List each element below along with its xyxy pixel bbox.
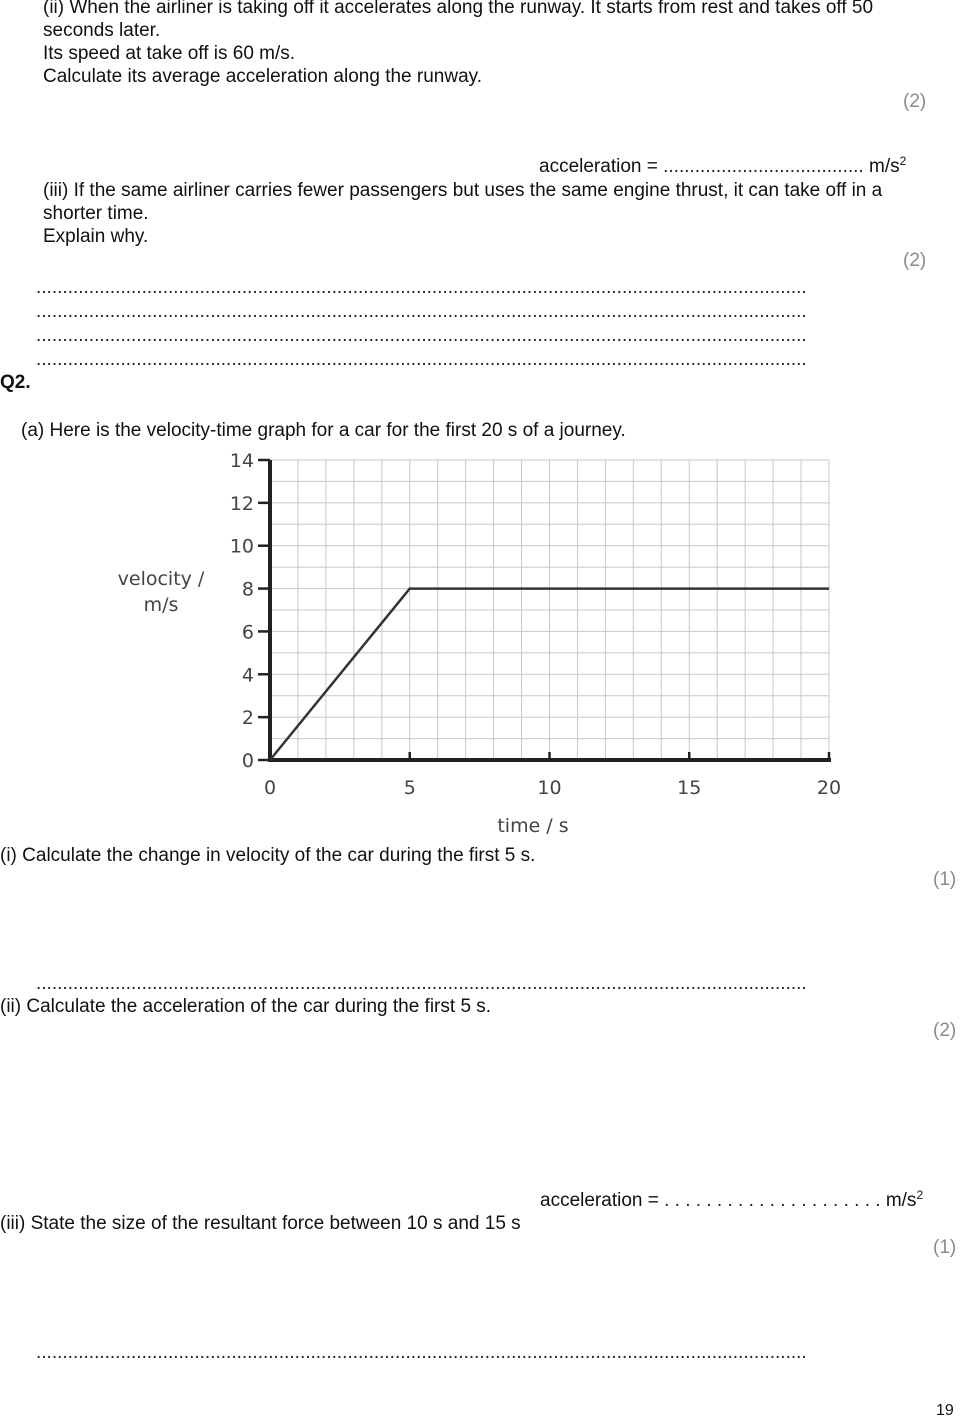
prev-ii-line3: Its speed at take off is 60 m/s.: [43, 43, 296, 64]
y-tick-label: 4: [241, 664, 254, 687]
q2-iii-marks: (1): [933, 1237, 957, 1258]
y-tick-label: 0: [241, 750, 254, 772]
answer-line-4[interactable]: ..................................................................................................................................................: [36, 349, 807, 370]
prev-iii-marks: (2): [903, 250, 927, 271]
y-tick-label: 14: [229, 450, 254, 472]
prev-iii-line1: (iii) If the same airliner carries fewer passengers but uses the same engine thrust, it can take off in a: [43, 180, 883, 201]
prev-iii-line3: Explain why.: [43, 226, 149, 247]
answer-unit: m/s: [880, 1190, 917, 1211]
answer-line-1[interactable]: ..................................................................................................................................................: [36, 277, 807, 298]
x-tick-label: 5: [403, 777, 416, 799]
page-number: 19: [936, 1402, 954, 1419]
answer-label: acceleration =: [540, 1190, 665, 1211]
y-axis-label-line2: m/s: [143, 594, 179, 616]
answer-unit-superscript: 2: [916, 1188, 924, 1202]
answer-unit: m/s: [863, 156, 900, 177]
prev-iii-line2: shorter time.: [43, 203, 149, 224]
x-tick-label: 0: [263, 777, 277, 799]
prev-ii-answer: [539, 155, 906, 178]
question-number: Q2.: [0, 372, 31, 393]
velocity-time-chart: [0, 440, 960, 845]
x-axis-label: time / s: [497, 815, 569, 837]
prev-ii-line1: (ii) When the airliner is taking off it accelerates along the runway. It starts from rest and takes off 50: [43, 0, 874, 18]
y-tick-label: 6: [241, 621, 254, 644]
answer-label: acceleration =: [539, 156, 664, 177]
y-axis-label-line1: velocity /: [117, 568, 205, 590]
chart-grid: [270, 460, 829, 760]
prev-ii-marks: (2): [903, 91, 927, 112]
x-tick-label: 20: [816, 777, 842, 799]
y-tick-label: 10: [229, 535, 254, 558]
prev-ii-line2: seconds later.: [43, 20, 161, 41]
q2-iii-answer-line[interactable]: ..................................................................................................................................................: [36, 1342, 807, 1363]
y-tick-label: 8: [241, 578, 254, 601]
x-tick-label: 10: [537, 777, 562, 799]
x-tick-label: 15: [677, 777, 702, 799]
y-tick-label: 2: [241, 707, 254, 730]
q2-iii-text: (iii) State the size of the resultant force between 10 s and 15 s: [0, 1213, 521, 1234]
answer-unit-superscript: 2: [899, 154, 907, 168]
q2-i-text: (i) Calculate the change in velocity of the car during the first 5 s.: [0, 845, 536, 866]
q2-ii-answer: [540, 1189, 923, 1212]
q2-i-marks: (1): [933, 869, 957, 890]
answer-line-2[interactable]: ..................................................................................................................................................: [36, 301, 807, 322]
prev-ii-line4: Calculate its average acceleration along the runway.: [43, 66, 483, 87]
answer-line-3[interactable]: ..................................................................................................................................................: [36, 325, 807, 346]
chart-ticks: [230, 450, 841, 799]
q2-a-intro: (a) Here is the velocity-time graph for a car for the first 20 s of a journey.: [21, 420, 626, 441]
q2-ii-marks: (2): [933, 1020, 957, 1041]
q2-ii-text: (ii) Calculate the acceleration of the car during the first 5 s.: [0, 996, 492, 1017]
answer-dots[interactable]: . . . . . . . . . . . . . . . . . . . . .: [664, 1190, 881, 1211]
answer-dots[interactable]: ......................................: [663, 156, 864, 177]
q2-i-answer-line[interactable]: ..................................................................................................................................................: [36, 973, 807, 994]
y-tick-label: 12: [229, 492, 254, 515]
